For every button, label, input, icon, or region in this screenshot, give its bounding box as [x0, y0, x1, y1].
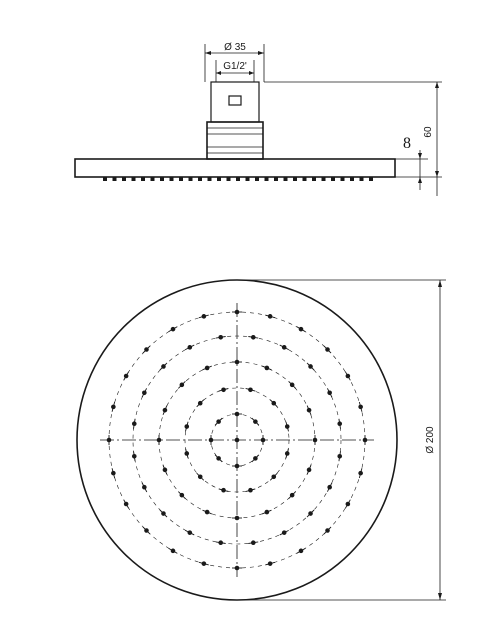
- nozzle: [163, 465, 168, 474]
- nozzle: [337, 451, 342, 461]
- nozzle-tip: [160, 177, 164, 181]
- plate-side: [75, 159, 395, 181]
- side-view: [75, 42, 442, 196]
- nozzle: [215, 455, 222, 462]
- nozzle-tip: [151, 177, 155, 181]
- nozzle: [265, 561, 275, 566]
- nozzle: [178, 492, 185, 499]
- nozzle: [327, 483, 332, 492]
- nozzle: [184, 449, 189, 459]
- nozzle: [285, 422, 290, 432]
- nozzle: [184, 422, 189, 432]
- nozzle-tip: [113, 177, 117, 181]
- nozzle-tip: [360, 177, 364, 181]
- nozzle: [215, 418, 222, 425]
- nozzle: [185, 345, 194, 350]
- nozzle: [307, 465, 312, 474]
- nozzle: [280, 530, 289, 535]
- nozzle-tip: [293, 177, 297, 181]
- nozzle-row: [103, 177, 373, 181]
- nozzle: [248, 335, 258, 340]
- arm-diameter-label: Ø 35: [224, 42, 246, 53]
- plate-diameter-label: Ø 200: [425, 426, 436, 454]
- total-height-label: 60: [423, 126, 434, 138]
- nozzle-tip: [189, 177, 193, 181]
- nozzle-tip: [103, 177, 107, 181]
- nozzle: [307, 406, 312, 415]
- nozzle: [262, 366, 271, 371]
- nozzle: [248, 540, 258, 545]
- nozzle: [160, 510, 167, 517]
- nozzle: [270, 473, 277, 480]
- nozzle-tip: [122, 177, 126, 181]
- nozzle: [232, 412, 242, 417]
- nozzle: [209, 435, 214, 445]
- connector-upper: [211, 82, 259, 122]
- nozzle: [203, 510, 212, 515]
- nozzle-tip: [274, 177, 278, 181]
- nozzle: [203, 366, 212, 371]
- dim-plate-thickness: [395, 135, 428, 190]
- nozzle: [252, 418, 259, 425]
- nozzle: [324, 527, 331, 534]
- nozzle: [262, 510, 271, 515]
- nozzle: [197, 473, 204, 480]
- plate-thickness-label: 8: [403, 135, 411, 152]
- nozzle-tip: [303, 177, 307, 181]
- nozzle: [132, 451, 137, 461]
- nozzle: [324, 346, 331, 353]
- nozzle: [169, 327, 178, 332]
- connector-body: [207, 82, 263, 159]
- nozzle: [197, 400, 204, 407]
- nozzle: [280, 345, 289, 350]
- nozzle: [313, 435, 318, 445]
- nozzle-tip: [341, 177, 345, 181]
- plate-outline: [75, 159, 395, 177]
- thread-label: G1/2': [223, 61, 247, 72]
- nozzle: [345, 500, 350, 509]
- nozzle: [142, 483, 147, 492]
- nozzle: [235, 438, 240, 443]
- nozzle-tip: [246, 177, 250, 181]
- nozzle: [358, 402, 363, 412]
- nozzle: [169, 548, 178, 553]
- hex-nut: [229, 96, 241, 105]
- dim-thread: [216, 60, 254, 82]
- nozzle-tip: [198, 177, 202, 181]
- nozzle: [111, 402, 116, 412]
- nozzle: [142, 388, 147, 397]
- nozzle: [327, 388, 332, 397]
- nozzle: [270, 400, 277, 407]
- nozzle-tip: [179, 177, 183, 181]
- nozzle: [132, 419, 137, 429]
- nozzle: [216, 540, 226, 545]
- nozzle: [178, 381, 185, 388]
- nozzle-tip: [265, 177, 269, 181]
- nozzle-tip: [284, 177, 288, 181]
- nozzle-tip: [255, 177, 259, 181]
- nozzle: [297, 548, 306, 553]
- nozzle: [246, 488, 256, 493]
- nozzle-tip: [331, 177, 335, 181]
- nozzle: [232, 464, 242, 469]
- nozzle: [199, 561, 209, 566]
- nozzle: [157, 435, 162, 445]
- nozzle: [124, 500, 129, 509]
- nozzle-tip: [217, 177, 221, 181]
- nozzle: [307, 510, 314, 517]
- nozzle: [363, 435, 368, 445]
- nozzle: [219, 387, 229, 392]
- nozzle-tip: [312, 177, 316, 181]
- nozzle: [297, 327, 306, 332]
- nozzle: [107, 435, 112, 445]
- nozzle: [358, 468, 363, 478]
- nozzle: [265, 314, 275, 319]
- nozzle: [232, 566, 242, 571]
- nozzle-tip: [208, 177, 212, 181]
- connector-collar: [207, 122, 263, 159]
- nozzle: [185, 530, 194, 535]
- nozzle: [289, 381, 296, 388]
- nozzle: [219, 488, 229, 493]
- nozzle-tip: [236, 177, 240, 181]
- nozzle: [232, 310, 242, 315]
- nozzle-tip: [132, 177, 136, 181]
- nozzle: [261, 435, 266, 445]
- nozzle: [307, 363, 314, 370]
- nozzle: [163, 406, 168, 415]
- nozzle-tip: [170, 177, 174, 181]
- nozzle: [252, 455, 259, 462]
- nozzle: [337, 419, 342, 429]
- front-view: [77, 280, 446, 600]
- nozzle-tip: [322, 177, 326, 181]
- nozzle: [199, 314, 209, 319]
- nozzle: [160, 363, 167, 370]
- nozzle: [143, 346, 150, 353]
- nozzle: [345, 372, 350, 381]
- nozzle-tip: [141, 177, 145, 181]
- nozzle: [143, 527, 150, 534]
- nozzle: [111, 468, 116, 478]
- nozzle: [124, 372, 129, 381]
- nozzle-tip: [369, 177, 373, 181]
- nozzle: [232, 516, 242, 521]
- nozzle: [285, 449, 290, 459]
- nozzle-tip: [227, 177, 231, 181]
- nozzle: [289, 492, 296, 499]
- dim-plate-diameter: [237, 280, 446, 600]
- nozzle: [216, 335, 226, 340]
- nozzle: [246, 387, 256, 392]
- nozzle-tip: [350, 177, 354, 181]
- nozzle: [232, 360, 242, 365]
